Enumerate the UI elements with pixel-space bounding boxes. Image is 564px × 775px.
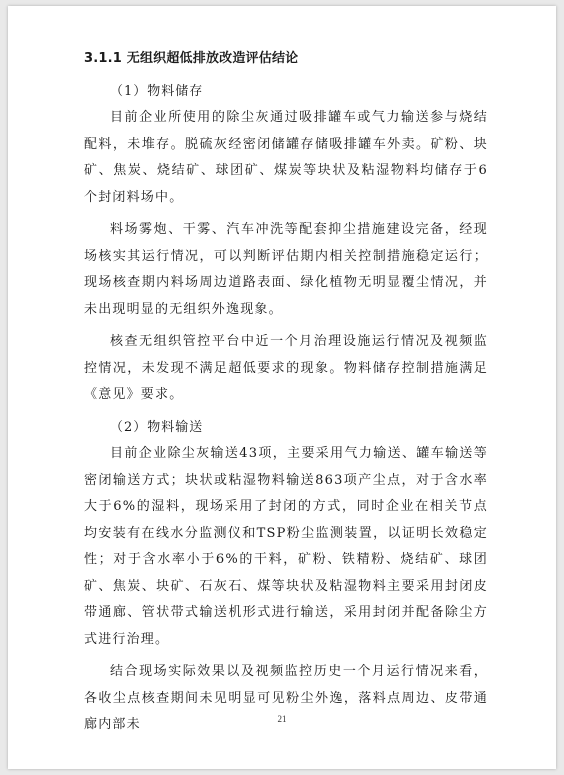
page-number: 21: [277, 714, 287, 724]
subsection-title-material-transport: （2）物料输送: [110, 419, 204, 435]
document-page: [8, 6, 556, 769]
paragraph: 目前企业除尘灰输送43项，主要采用气力输送、罐车输送等密闭输送方式；块状或粘湿物料输送863项产尘点，对于含水率大于6%的湿料，现场采用了封闭的方式，同时企业在相关节点均安装有在线水分监测仪和TSP粉尘监测装置，以证明长效稳定性；对于含水率小于6%的干料，矿粉、铁精粉、烧结矿、球团矿、焦炭、块矿、石灰石、煤等块状及粘湿物料主要采用封闭皮带通廊、管状带式输送机形式进行输送，采用封闭并配备除尘方式进行治理。: [84, 446, 488, 647]
paragraph: 核查无组织管控平台中近一个月治理设施运行情况及视频监控情况，未发现不满足超低要求的现象。物料储存控制措施满足《意见》要求。: [84, 334, 488, 402]
paragraph: 料场雾炮、干雾、汽车冲洗等配套抑尘措施建设完备，经现场核实其运行情况，可以判断评估期内相关控制措施稳定运行；现场核查期内料场周边道路表面、绿化植物无明显覆尘情况，并未出现明显的无组织外逸现象。: [84, 222, 488, 317]
paragraph: 目前企业所使用的除尘灰通过吸排罐车或气力输送参与烧结配料，未堆存。脱硫灰经密闭储罐存储吸排罐车外卖。矿粉、块矿、焦炭、烧结矿、球团矿、煤炭等块状及粘湿物料均储存于6个封闭料场中。: [84, 110, 488, 205]
page-content: [84, 46, 488, 745]
section-heading: 3.1.1 无组织超低排放改造评估结论: [84, 51, 299, 66]
subsection-title-material-storage: （1）物料储存: [110, 83, 204, 99]
paragraph: 结合现场实际效果以及视频监控历史一个月运行情况来看，各收尘点核查期间未见明显可见粉尘外逸，落料点周边、皮带通廊内部未: [84, 664, 488, 732]
